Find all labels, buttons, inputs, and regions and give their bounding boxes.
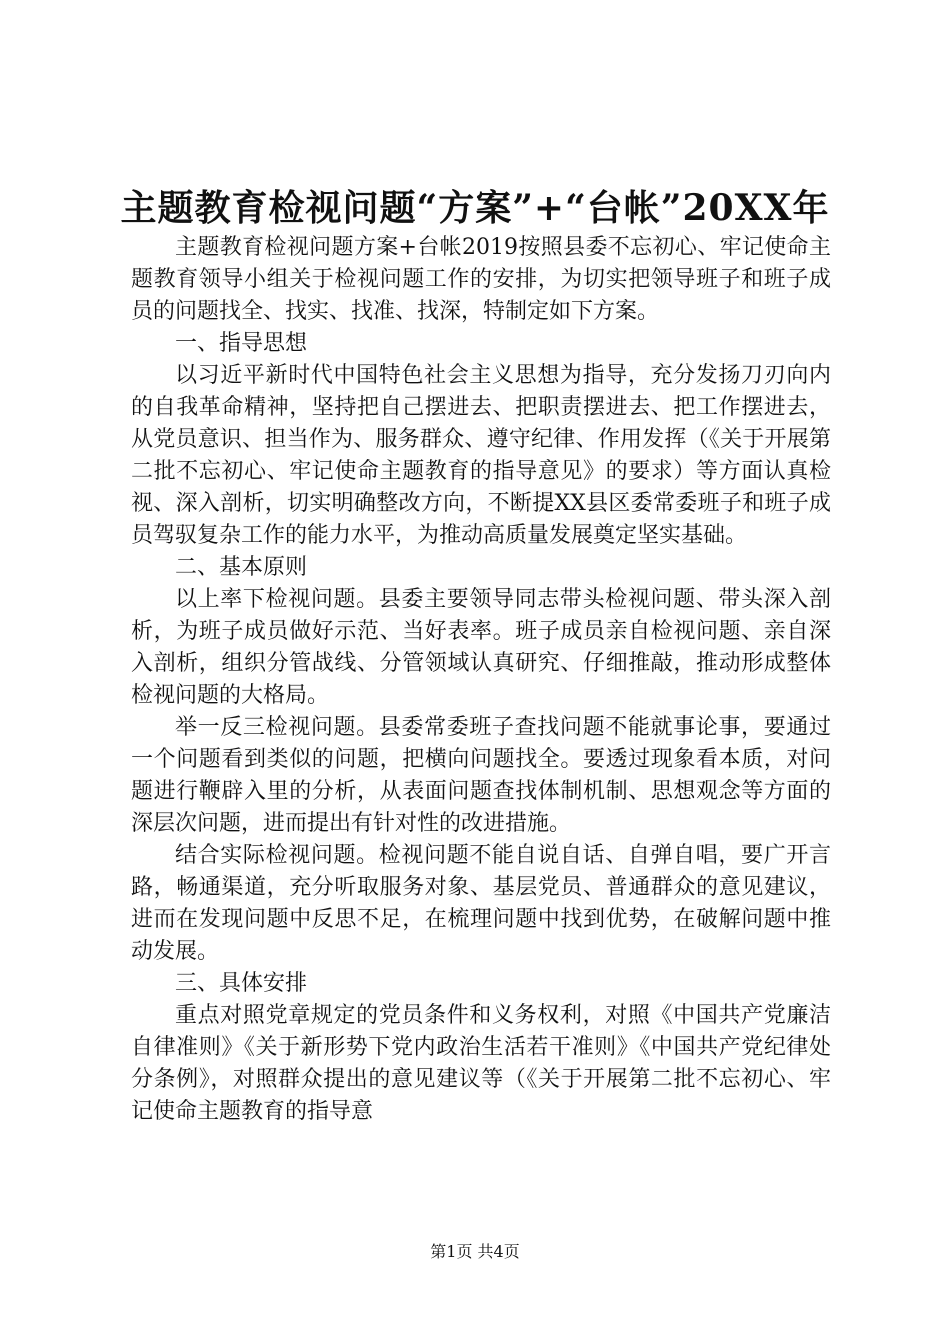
section-heading-specific-arrangements: 三、具体安排: [175, 971, 308, 996]
section-heading-basic-principles: 二、基本原则: [175, 555, 308, 580]
principle-paragraph-draw-inferences: 举一反三检视问题。县委常委班子查找问题不能就事论事，要通过一个问题看到类似的问题，把横向问题找全。要透过现象看本质，对问题进行鞭辟入里的分析，从表面问题查找体制机制、思想观念等方面的深层次问题，进而提出有针对性的改进措施。: [131, 715, 831, 836]
intro-paragraph: 主题教育检视问题方案+台帐2019按照县委不忘初心、牢记使命主题教育领导小组关于检视问题工作的安排，为切实把领导班子和班子成员的问题找全、找实、找准、找深，特制定如下方案。: [131, 235, 831, 324]
page-title: 主题教育检视问题“方案”+“台帐”20XX年: [120, 187, 830, 229]
page-indicator: 第1页 共4页: [430, 1242, 520, 1261]
principle-paragraph-combine-reality: 结合实际检视问题。检视问题不能自说自话、自弹自唱，要广开言路，畅通渠道，充分听取服务对象、基层党员、普通群众的意见建议，进而在发现问题中反思不足，在梳理问题中找到优势，在破解问题中推动发展。: [131, 843, 831, 964]
section-heading-guiding-ideology: 一、指导思想: [175, 331, 308, 356]
arrangements-paragraph: 重点对照党章规定的党员条件和义务权利，对照《中国共产党廉洁自律准则》《关于新形势下党内政治生活若干准则》《中国共产党纪律处分条例》，对照群众提出的意见建议等（《关于开展第二批不忘初心、牢记使命主题教育的指导意: [131, 1003, 831, 1124]
guiding-ideology-paragraph: 以习近平新时代中国特色社会主义思想为指导，充分发扬刀刃向内的自我革命精神，坚持把自己摆进去、把职责摆进去、把工作摆进去，从党员意识、担当作为、服务群众、遵守纪律、作用发挥（《关于开展第二批不忘初心、牢记使命主题教育的指导意见》的要求）等方面认真检视、深入剖析，切实明确整改方向，不断提XX县区委常委班子和班子成员驾驭复杂工作的能力水平，为推动高质量发展奠定坚实基础。: [131, 363, 831, 548]
document-body: [131, 232, 831, 1128]
principle-paragraph-lead-by-example: 以上率下检视问题。县委主要领导同志带头检视问题、带头深入剖析，为班子成员做好示范、当好表率。班子成员亲自检视问题、亲自深入剖析，组织分管战线、分管领域认真研究、仔细推敲，推动形成整体检视问题的大格局。: [131, 587, 831, 708]
